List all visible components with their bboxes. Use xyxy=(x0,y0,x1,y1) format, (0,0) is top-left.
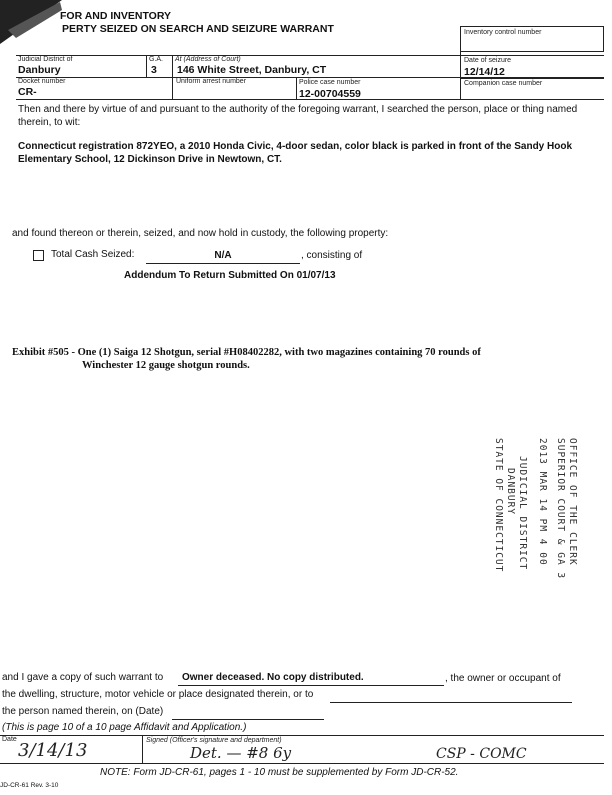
judicial-district-value: Danbury xyxy=(18,64,61,76)
intro-text: Then and there by virtue of and pursuant to the authority of the foregoing warrant, I searched the person, place or thing named therein, to wit: xyxy=(18,104,578,128)
search-location: Connecticut registration 872YEO, a 2010 Honda Civic, 4-door sedan, color black is parked in front of the Sandy Hook Elementary School, 12 Dickinson Drive in Newtown, CT. xyxy=(18,141,573,165)
copy-text: and I gave a copy of such warrant to xyxy=(2,672,164,683)
stamp-line5: DANBURY xyxy=(505,468,516,516)
copy-value: Owner deceased. No copy distributed. xyxy=(182,672,364,683)
form-id: JD-CR-61 Rev. 3-10 xyxy=(0,782,59,789)
copy-underline xyxy=(178,685,444,686)
department-handwritten: CSP - COMC xyxy=(436,746,527,762)
signed-label: Signed (Officer's signature and department) xyxy=(146,737,282,744)
date-seizure-label: Date of seizure xyxy=(464,57,512,64)
person-text: the person named therein, on (Date) xyxy=(2,706,164,717)
court-address-label: At (Address of Court) xyxy=(175,56,241,63)
uniform-arrest-label: Uniform arrest number xyxy=(176,78,247,85)
grid-line xyxy=(460,78,604,79)
court-address-value: 146 White Street, Danbury, CT xyxy=(177,64,327,76)
signature-top-line xyxy=(0,735,604,736)
form-title-line2: PERTY SEIZED ON SEARCH AND SEIZURE WARRANT xyxy=(62,23,334,35)
exhibit-line1: Exhibit #505 - One (1) Saiga 12 Shotgun, serial #H08402282, with two magazines containing 70 rounds of xyxy=(12,347,481,358)
header-corner-shade xyxy=(0,0,70,45)
judicial-district-label: Judicial District of xyxy=(18,56,73,63)
police-case-label: Police case number xyxy=(299,79,361,86)
dwelling-underline xyxy=(330,702,572,703)
cash-underline xyxy=(146,263,300,264)
date-underline xyxy=(172,719,324,720)
date-handwritten: 3/14/13 xyxy=(18,740,88,761)
grid-line xyxy=(296,77,297,99)
clerk-stamp xyxy=(478,438,578,598)
date-label: Date xyxy=(2,736,17,743)
grid-line xyxy=(146,55,147,77)
cash-label: Total Cash Seized: xyxy=(51,249,135,260)
stamp-line1: OFFICE OF THE CLERK xyxy=(567,438,578,566)
found-text: and found thereon or therein, seized, and now hold in custody, the following property: xyxy=(12,228,389,239)
consisting-of-text: , consisting of xyxy=(301,250,363,261)
owner-text: , the owner or occupant of xyxy=(445,673,561,684)
cash-value: N/A xyxy=(214,250,232,261)
signature-bottom-line xyxy=(0,763,604,764)
ga-value: 3 xyxy=(151,64,157,76)
signature-divider xyxy=(142,735,143,763)
stamp-line3: 2013 MAR 14 PM 4 00 xyxy=(537,438,548,566)
ga-label: G.A. xyxy=(149,56,164,63)
stamp-line6: STATE OF CONNECTICUT xyxy=(493,438,504,573)
docket-label: Docket number xyxy=(18,78,66,85)
grid-line xyxy=(460,52,461,99)
grid-line xyxy=(172,55,173,99)
cash-checkbox[interactable] xyxy=(33,250,44,261)
addendum-text: Addendum To Return Submitted On 01/07/13 xyxy=(124,270,336,281)
docket-value: CR- xyxy=(18,86,37,98)
exhibit-line2: Winchester 12 gauge shotgun rounds. xyxy=(82,360,250,371)
form-title-line1: FOR AND INVENTORY xyxy=(60,10,172,22)
officer-signature: Det. — #8 6y xyxy=(190,744,292,762)
date-seizure-value: 12/14/12 xyxy=(464,66,505,78)
inventory-control-label: Inventory control number xyxy=(464,29,542,36)
page-note: (This is page 10 of a 10 page Affidavit and Application.) xyxy=(2,722,247,733)
police-case-value: 12-00704559 xyxy=(299,88,361,100)
stamp-line4: JUDICIAL DISTRICT xyxy=(517,456,528,571)
grid-line xyxy=(16,55,604,56)
companion-case-label: Companion case number xyxy=(464,80,543,87)
stamp-line2: SUPERIOR COURT & GA 3 xyxy=(555,438,566,580)
footer-note: NOTE: Form JD-CR-61, pages 1 - 10 must be supplemented by Form JD-CR-52. xyxy=(100,767,459,778)
dwelling-text: the dwelling, structure, motor vehicle or place designated therein, or to xyxy=(2,689,314,700)
